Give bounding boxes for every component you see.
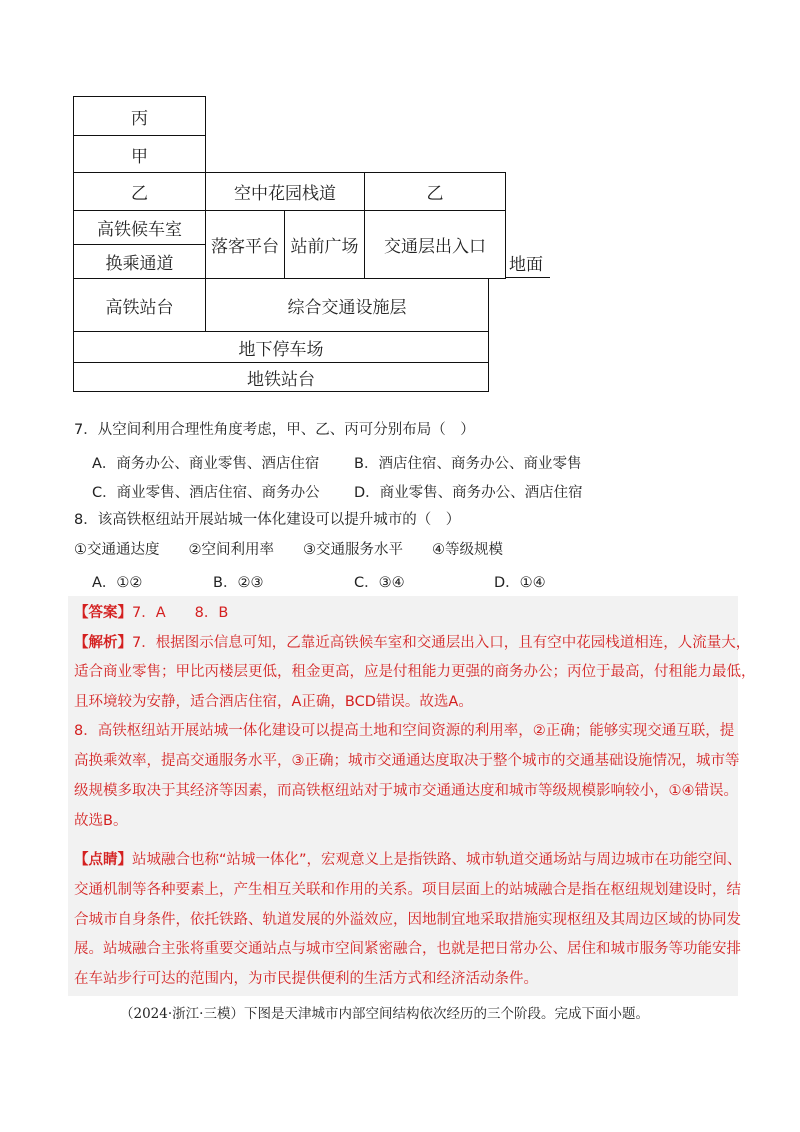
answer-text: 7．A 8．B [132,605,229,621]
cell-integrated-transport: 综合交通设施层 [205,278,489,332]
analysis-line-5: 高换乘效率，提高交通服务水平，③正确；城市交通通达度取决于整个城市的交通基础设施情况，城市等 [74,753,740,769]
cell-hsr-waiting: 高铁候车室 [73,210,206,245]
cell-transport-entrance: 交通层出入口 [364,210,506,279]
pointer-line-5: 在车站步行可达的范围内，为市民提供便利的生活方式和经济活动条件。 [74,971,538,987]
pointer-tag: 【点睛】 [74,852,132,868]
analysis-tag: 【解析】 [74,635,132,651]
answer-tag: 【答案】 [74,605,132,621]
analysis-line-7: 故选B。 [74,813,128,829]
analysis-line-6: 级规模多取决于其经济等因素，而高铁枢纽站对于城市交通通达度和城市等级规模影响较小，①④错误。 [74,783,738,799]
pointer-line-3: 合城市自身条件，依托铁路、轨道发展的外溢效应，因地制宜地采取措施实现枢纽及其周边区域的协同发 [74,912,741,928]
pointer-text-1: 站城融合也称“站城一体化”，宏观意义上是指铁路、城市轨道交通场站与周边城市在功能空间、 [132,852,742,868]
cell-underground-parking: 地下停车场 [73,331,489,363]
answer-line [74,603,228,623]
cell-hsr-platform: 高铁站台 [73,278,206,332]
q8-items: ①交通通达度 ②空间利用率 ③交通服务水平 ④等级规模 [74,542,503,558]
q8-option-c: C．③④ [354,575,405,591]
next-question-intro: （2024·浙江·三模）下图是天津城市内部空间结构依次经历的三个阶段。完成下面小题。 [120,1006,649,1022]
q8-option-b: B．②③ [213,575,264,591]
q7-option-c: C．商业零售、酒店住宿、商务办公 [92,485,320,501]
pointer-line-4: 展。站城融合主张将重要交通站点与城市空间紧密融合，也就是把日常办公、居住和城市服务等功能安排 [74,941,741,957]
q7-option-b: B．酒店住宿、商务办公、商业零售 [354,456,582,472]
pointer-line-2: 交通机制等各种要素上，产生相互关联和作用的关系。项目层面上的站城融合是指在枢纽规划建设时，结 [74,882,741,898]
pointer-line-1 [74,850,742,870]
q7-option-d: D．商业零售、商务办公、酒店住宿 [354,485,583,501]
analysis-text-1: 7．根据图示信息可知，乙靠近高铁候车室和交通层出入口，且有空中花园栈道相连，人流量大， [132,635,751,651]
analysis-line-3: 且环境较为安静，适合酒店住宿，A正确，BCD错误。故选A。 [74,694,473,710]
station-structure-diagram [0,0,800,400]
cell-front-square: 站前广场 [284,210,365,279]
analysis-line-4: 8．高铁枢纽站开展站城一体化建设可以提高土地和空间资源的利用率，②正确；能够实现交通互联，提 [74,723,735,739]
cell-bing: 丙 [73,96,206,136]
q8-option-d: D．①④ [494,575,546,591]
cell-sky-garden: 空中花园栈道 [205,172,365,211]
cell-dropoff: 落客平台 [205,210,285,279]
analysis-line-1 [74,633,750,653]
ground-label: 地面 [509,255,543,275]
ground-line [506,277,550,278]
cell-yi-left: 乙 [73,172,206,211]
cell-jia: 甲 [73,135,206,173]
cell-transfer: 换乘通道 [73,244,206,279]
q8-stem: 8．该高铁枢纽站开展站城一体化建设可以提升城市的（ ） [74,512,461,528]
q8-option-a: A．①② [92,575,143,591]
cell-metro-platform: 地铁站台 [73,362,489,392]
analysis-line-2: 适合商业零售；甲比丙楼层更低，租金更高，应是付租能力更强的商务办公；丙位于最高，付租能力最低， [74,664,756,680]
cell-yi-right: 乙 [364,172,506,211]
q7-stem: 7．从空间利用合理性角度考虑，甲、乙、丙可分别布局（ ） [74,422,475,438]
q7-option-a: A．商务办公、商业零售、酒店住宿 [92,456,320,472]
